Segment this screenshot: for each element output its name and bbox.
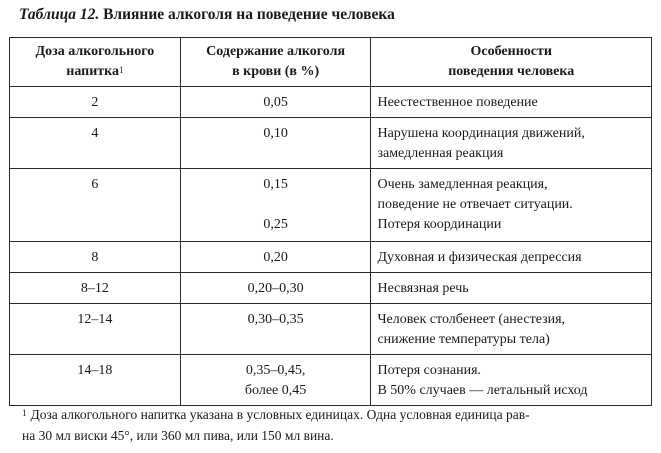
cell-dose	[10, 169, 181, 242]
content-value: 0,30–0,35	[247, 312, 304, 327]
footnote-line2: на 30 мл виски 45°, или 360 мл пива, или 150 мл вина.	[22, 428, 334, 443]
behavior-text: Человек столбенеет (анестезия,	[377, 312, 566, 327]
behavior-text: Неестественное поведение	[377, 95, 538, 110]
table-row	[10, 87, 652, 118]
content-spacer	[181, 195, 371, 215]
behavior-text: Духовная и физическая депрессия	[377, 250, 582, 265]
behavior-text: Потеря координации	[377, 217, 502, 232]
footnote-line1-wrap	[22, 404, 647, 425]
footnote-line1: Доза алкогольного напитка указана в условных единицах. Одна условная единица рав-	[30, 407, 530, 422]
content-value: 0,20–0,30	[247, 281, 304, 296]
content-value: 0,35–0,45,	[245, 363, 306, 378]
behavior-text: Очень замедленная реакция,	[377, 177, 548, 192]
alcohol-effects-table	[9, 37, 652, 406]
cell-content	[180, 87, 371, 118]
cell-content	[180, 169, 371, 242]
header-dose-line1: Доза алкогольного	[35, 44, 155, 59]
dose-value: 4	[91, 126, 99, 141]
table-row	[10, 242, 652, 273]
cell-content	[180, 118, 371, 169]
content-value: 0,15	[263, 177, 288, 192]
cell-dose	[10, 87, 181, 118]
cell-behavior	[371, 304, 652, 355]
dose-value: 8	[91, 250, 99, 265]
header-content	[180, 38, 371, 87]
table-row	[10, 169, 652, 242]
dose-value: 2	[91, 95, 99, 110]
table-header-row	[10, 38, 652, 87]
cell-dose	[10, 118, 181, 169]
cell-behavior	[371, 169, 652, 242]
header-dose	[10, 38, 181, 87]
content-value: 0,05	[263, 95, 288, 110]
table-caption-number: Таблица 12.	[19, 6, 100, 23]
header-dose-footnote-mark: 1	[119, 65, 124, 75]
cell-dose	[10, 242, 181, 273]
dose-value: 8–12	[80, 281, 109, 296]
cell-dose	[10, 304, 181, 355]
content-value: 0,25	[263, 217, 288, 232]
table-caption-text: Влияние алкоголя на поведение человека	[103, 6, 395, 23]
dose-value: 6	[91, 177, 99, 192]
behavior-text: поведение не отвечает ситуации.	[377, 197, 573, 212]
header-behavior-line2: поведения человека	[448, 64, 575, 79]
dose-value: 14–18	[77, 363, 113, 378]
table-row	[10, 118, 652, 169]
content-value: 0,20	[263, 250, 288, 265]
cell-behavior	[371, 87, 652, 118]
table-row	[10, 273, 652, 304]
cell-behavior	[371, 242, 652, 273]
cell-dose	[10, 273, 181, 304]
header-behavior-line1: Особенности	[470, 44, 552, 59]
cell-behavior	[371, 118, 652, 169]
cell-content	[180, 242, 371, 273]
behavior-text: снижение температуры тела)	[377, 332, 550, 347]
header-dose-line2: напитка	[66, 64, 119, 79]
behavior-text: Потеря сознания.	[377, 363, 482, 378]
content-value: 0,10	[263, 126, 288, 141]
cell-behavior	[371, 355, 652, 406]
table-caption	[19, 6, 395, 24]
header-content-line1: Содержание алкоголя	[206, 44, 346, 59]
content-value: более 0,45	[244, 383, 307, 398]
behavior-text: Нарушена координация движений,	[377, 126, 585, 141]
cell-dose	[10, 355, 181, 406]
header-content-line2: в крови (в %)	[232, 64, 320, 79]
table-row	[10, 355, 652, 406]
header-dose-line2-wrap	[10, 62, 180, 82]
behavior-text: В 50% случаев — летальный исход	[377, 383, 588, 398]
behavior-text: Несвязная речь	[377, 281, 469, 296]
dose-value: 12–14	[77, 312, 113, 327]
header-behavior	[371, 38, 652, 87]
cell-behavior	[371, 273, 652, 304]
footnote	[22, 404, 647, 446]
cell-content	[180, 355, 371, 406]
behavior-text: замедленная реакция	[377, 146, 504, 161]
cell-content	[180, 304, 371, 355]
footnote-mark: 1	[22, 408, 27, 418]
cell-content	[180, 273, 371, 304]
table-row	[10, 304, 652, 355]
